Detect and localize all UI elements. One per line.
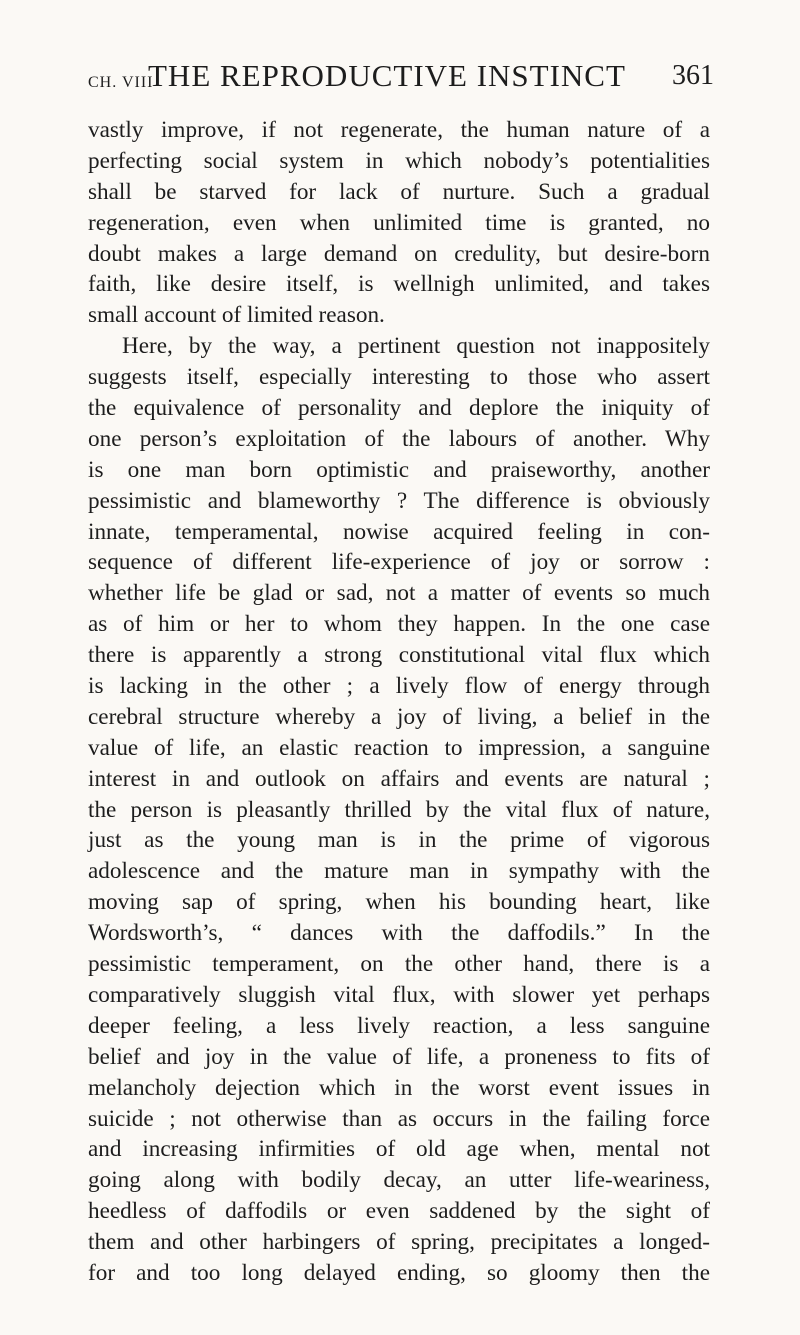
text-line: heedless of daffodils or even saddened by the sight of [88,1198,710,1225]
paragraph-end-line: small account of limited reason. [88,302,385,329]
text-line: suicide ; not otherwise than as occurs in the failing force [88,1105,710,1132]
text-line: adolescence and the mature man in sympathy with the [88,858,710,885]
text-line: the person is pleasantly thrilled by the vital flux of nature, [88,796,710,823]
paragraph-start-line: Here, by the way, a pertinent question not inappositely [122,333,710,360]
text-line: belief and joy in the value of life, a proneness to fits of [88,1043,710,1070]
text-line: moving sap of spring, when his bounding heart, like [88,889,710,916]
text-line: pessimistic and blameworthy ? The difference is obviously [88,487,710,514]
text-line: suggests itself, especially interesting to those who assert [88,364,710,391]
text-line: and increasing infirmities of old age when, mental not [88,1136,710,1163]
text-line: is lacking in the other ; a lively flow of energy through [88,673,710,700]
text-line: is one man born optimistic and praiseworthy, another [88,456,710,483]
text-line: there is apparently a strong constitutional vital flux which [88,642,710,669]
text-line: sequence of different life-experience of joy or sorrow : [88,549,710,576]
text-line: pessimistic temperament, on the other hand, there is a [88,951,710,978]
text-line: comparatively sluggish vital flux, with slower yet perhaps [88,981,710,1008]
text-line: value of life, an elastic reaction to impression, a sanguine [88,734,710,761]
text-line: doubt makes a large demand on credulity, but desire-born [88,240,710,267]
text-line: them and other harbingers of spring, precipitates a longed- [88,1229,710,1256]
text-line: shall be starved for lack of nurture. Such a gradual [88,178,710,205]
text-line: going along with bodily decay, an utter life-weariness, [88,1167,710,1194]
text-line: for and too long delayed ending, so gloomy then the [88,1259,710,1286]
text-line: perfecting social system in which nobody’s potentialities [88,147,710,174]
text-line: one person’s exploitation of the labours of another. Why [88,425,710,452]
running-title: THE REPRODUCTIVE INSTINCT [148,58,626,93]
text-line: just as the young man is in the prime of vigorous [88,827,710,854]
page-number: 361 [672,60,714,91]
text-line: whether life be glad or sad, not a matter of events so much [88,580,710,607]
text-line: innate, temperamental, nowise acquired feeling in con- [88,518,710,545]
body-text [88,115,710,1289]
text-line: interest in and outlook on affairs and events are natural ; [88,765,710,792]
text-line: melancholy dejection which in the worst event issues in [88,1074,710,1101]
text-line: regeneration, even when unlimited time is granted, no [88,209,710,236]
text-line: the equivalence of personality and deplore the iniquity of [88,395,710,422]
text-line: vastly improve, if not regenerate, the human nature of a [88,117,710,143]
text-line: deeper feeling, a less lively reaction, a less sanguine [88,1012,710,1039]
chapter-label: CH. VIII [88,74,154,91]
running-header [86,58,714,108]
text-line: Wordsworth’s, “ dances with the daffodils.” In the [88,920,710,947]
text-line: cerebral structure whereby a joy of living, a belief in the [88,703,710,730]
text-line: faith, like desire itself, is wellnigh unlimited, and takes [88,271,710,298]
text-line: as of him or her to whom they happen. In the one case [88,611,710,638]
